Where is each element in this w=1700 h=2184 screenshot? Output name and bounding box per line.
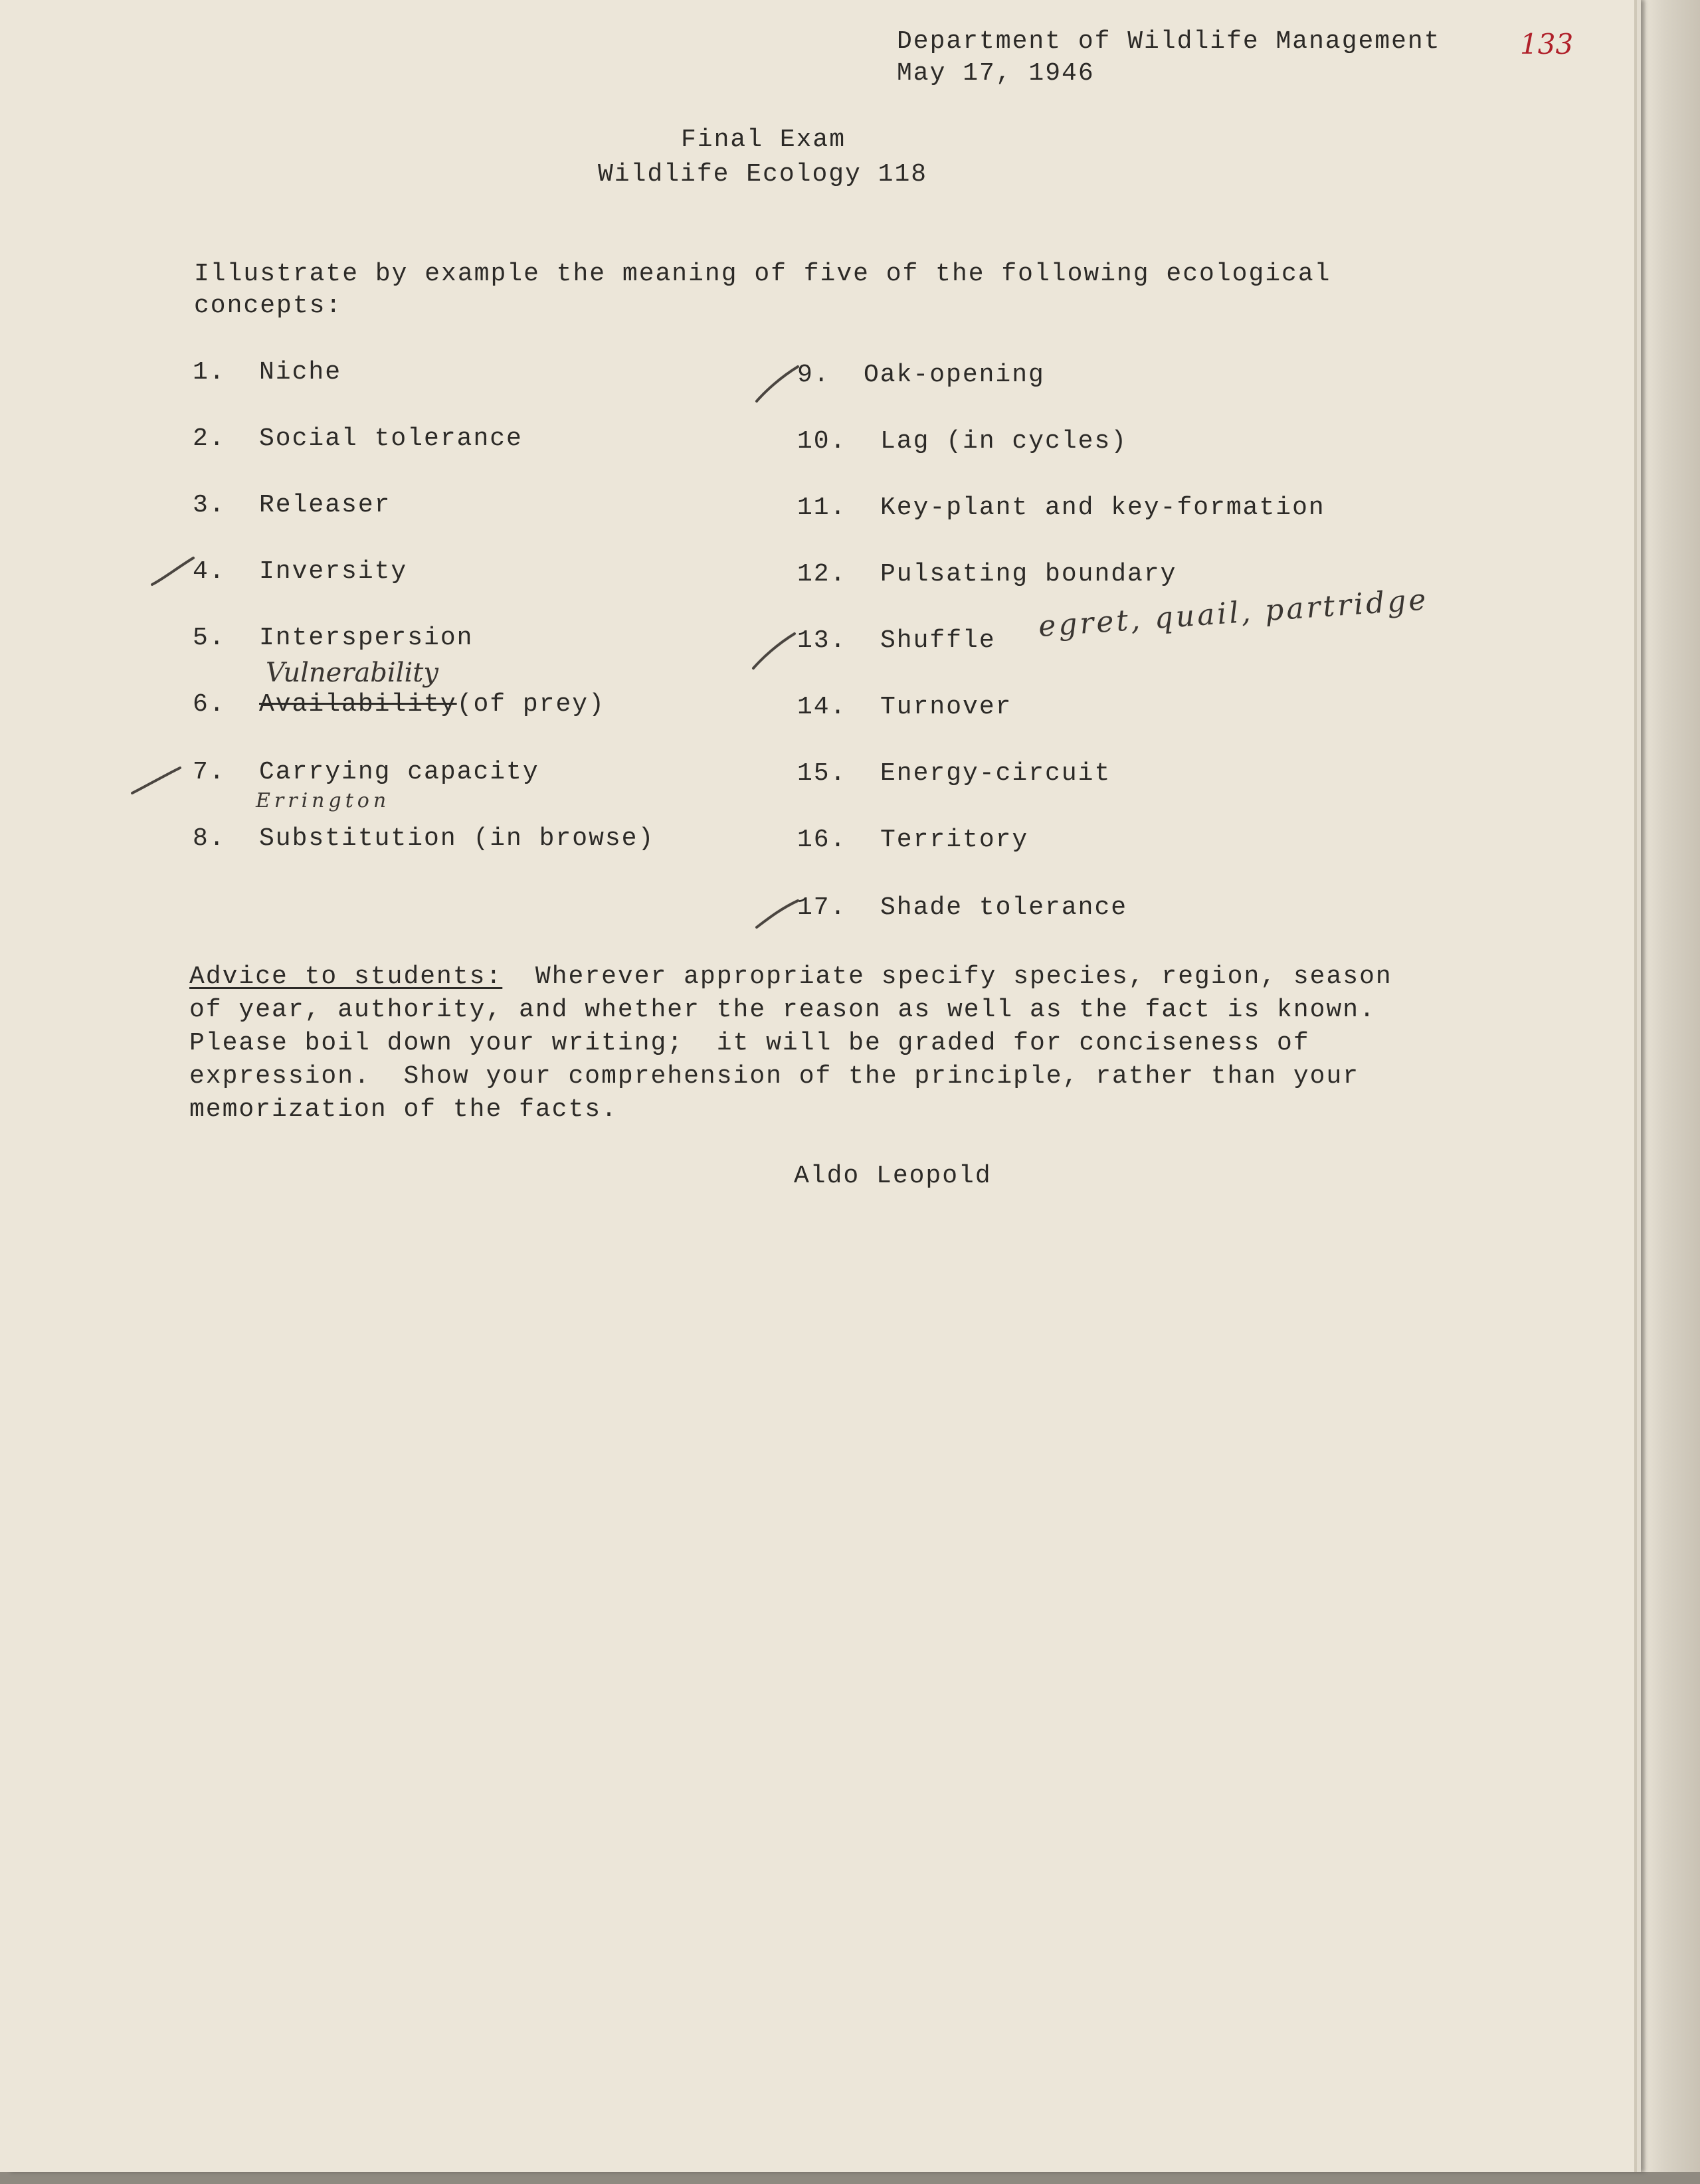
instructions-line-2: concepts:	[194, 292, 343, 320]
concept-15-number: 15.	[797, 759, 847, 788]
department-name: Department of Wildlife Management	[897, 27, 1441, 56]
advice-line-5: memorization of the facts.	[189, 1095, 618, 1124]
course-title: Wildlife Ecology 118	[598, 160, 928, 189]
concept-12-label: Pulsating boundary	[880, 560, 1177, 589]
concept-1-label: Niche	[259, 358, 342, 387]
concept-6-label	[259, 688, 605, 721]
check-mark-icon	[149, 555, 196, 589]
concept-2-number: 2.	[193, 424, 226, 453]
check-mark-icon	[754, 897, 801, 930]
concept-6-label-rest: (of prey)	[456, 690, 605, 719]
concept-5-number: 5.	[193, 624, 226, 652]
concept-9-label: Oak-opening	[864, 361, 1045, 389]
check-mark-icon	[754, 364, 801, 404]
exam-date: May 17, 1946	[897, 59, 1095, 88]
concept-9-number: 9.	[797, 361, 830, 389]
concept-1-number: 1.	[193, 358, 226, 387]
check-mark-icon	[751, 631, 797, 671]
concept-14-label: Turnover	[880, 693, 1012, 721]
advice-heading: Advice to students:	[189, 962, 503, 991]
advice-line-2: of year, authority, and whether the reason as well as the fact is known.	[189, 996, 1376, 1024]
instructions-line-1: Illustrate by example the meaning of five of the following ecological	[194, 260, 1331, 288]
advice-line-4: expression. Show your comprehension of the principle, rather than your	[189, 1062, 1360, 1091]
concept-3-label: Releaser	[259, 491, 391, 519]
concept-11-number: 11.	[797, 494, 847, 522]
concept-10-number: 10.	[797, 427, 847, 456]
concept-2-label: Social tolerance	[259, 424, 523, 453]
concept-6-struck-label: Availability	[259, 690, 457, 719]
advice-line-1	[189, 960, 1392, 994]
concept-17-label: Shade tolerance	[880, 893, 1128, 922]
concept-13-handwritten-note: egret, quail, partridge	[1037, 583, 1430, 644]
concept-8-number: 8.	[193, 824, 226, 853]
paper-stack-edge	[1638, 0, 1700, 2184]
page-number: 133	[1520, 28, 1574, 60]
concept-16-number: 16.	[797, 826, 847, 854]
advice-line-3: Please boil down your writing; it will be graded for conciseness of	[189, 1029, 1310, 1057]
concept-5-label: Interspersion	[259, 624, 474, 652]
advice-line-1-text: Wherever appropriate specify species, region, season	[535, 962, 1392, 991]
concept-13-label: Shuffle	[880, 626, 996, 655]
concept-8-label: Substitution (in browse)	[259, 824, 655, 853]
concept-4-label: Inversity	[259, 557, 408, 586]
concept-7-number: 7.	[193, 758, 226, 786]
concept-13-number: 13.	[797, 626, 847, 655]
concept-4-number: 4.	[193, 557, 226, 586]
signature: Aldo Leopold	[794, 1162, 992, 1190]
concept-7-handwritten-note: Errington	[256, 789, 391, 812]
scan-bottom-border	[0, 2172, 1700, 2184]
concept-6-handwritten-correction: Vulnerability	[266, 658, 438, 688]
concept-6-number: 6.	[193, 690, 226, 719]
concept-7-label: Carrying capacity	[259, 758, 539, 786]
check-mark-icon	[130, 764, 183, 797]
concept-15-label: Energy-circuit	[880, 759, 1111, 788]
concept-16-label: Territory	[880, 826, 1029, 854]
concept-11-label: Key-plant and key-formation	[880, 494, 1325, 522]
concept-10-label: Lag (in cycles)	[880, 427, 1128, 456]
exam-title: Final Exam	[681, 126, 846, 154]
concept-12-number: 12.	[797, 560, 847, 589]
concept-17-number: 17.	[797, 893, 847, 922]
concept-14-number: 14.	[797, 693, 847, 721]
concept-3-number: 3.	[193, 491, 226, 519]
